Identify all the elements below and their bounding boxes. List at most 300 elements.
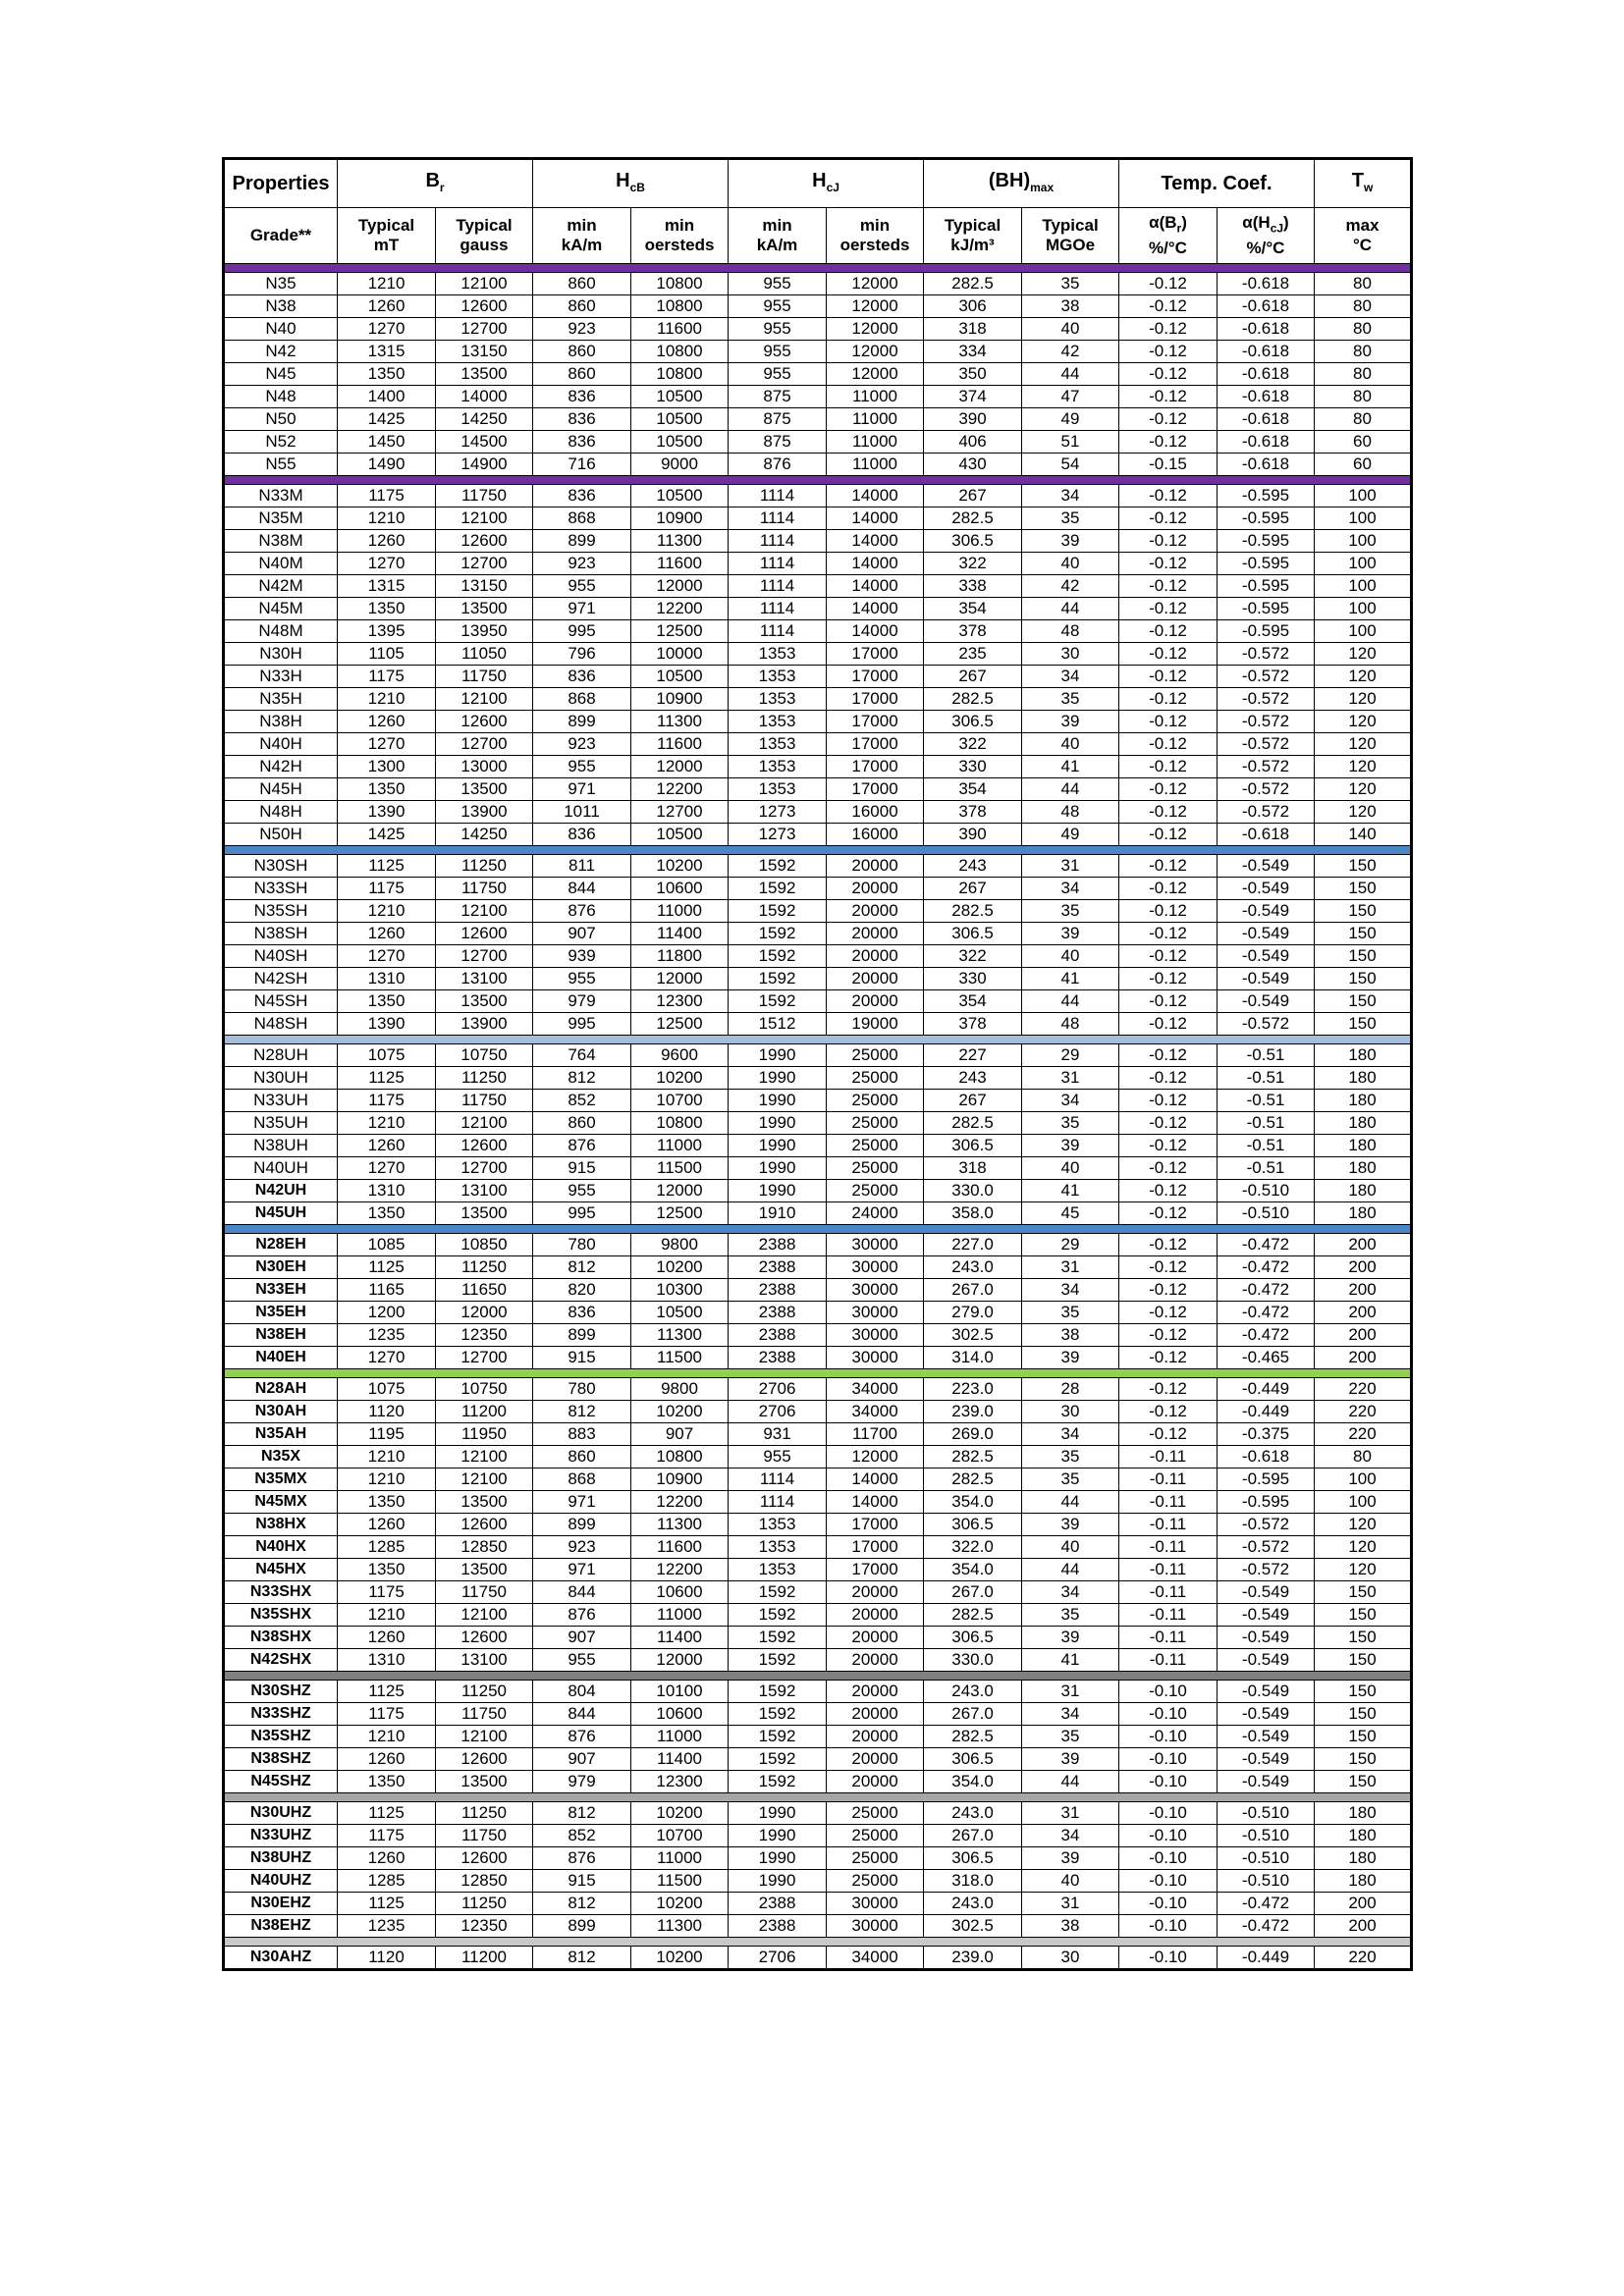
value-cell: 860 [533, 341, 631, 363]
value-cell: 1260 [338, 295, 436, 318]
grade-cell: N48SH [224, 1013, 338, 1036]
value-cell: 34 [1022, 878, 1119, 900]
value-cell: 899 [533, 711, 631, 733]
grade-row [224, 273, 1412, 295]
value-cell: -0.618 [1218, 273, 1315, 295]
value-cell: 16000 [827, 801, 924, 824]
value-cell: 51 [1022, 431, 1119, 454]
grade-row [224, 1234, 1412, 1256]
value-cell: -0.549 [1218, 1581, 1315, 1604]
value-cell: 10500 [631, 666, 729, 688]
value-cell: 11400 [631, 1627, 729, 1649]
value-cell: 34 [1022, 666, 1119, 688]
value-cell: 25000 [827, 1825, 924, 1847]
value-cell: 31 [1022, 1256, 1119, 1279]
value-cell: 34000 [827, 1401, 924, 1423]
value-cell: 10800 [631, 1112, 729, 1135]
value-cell: -0.11 [1119, 1627, 1218, 1649]
value-cell: 12200 [631, 1491, 729, 1514]
value-cell: 13150 [436, 341, 533, 363]
value-cell: -0.618 [1218, 408, 1315, 431]
value-cell: 200 [1315, 1256, 1412, 1279]
value-cell: 876 [533, 1726, 631, 1748]
value-cell: 20000 [827, 1649, 924, 1672]
value-cell: 406 [924, 431, 1022, 454]
value-cell: 40 [1022, 553, 1119, 575]
group-header-temp-coef: Temp. Coef. [1119, 159, 1315, 208]
value-cell: 1260 [338, 1748, 436, 1771]
value-cell: 812 [533, 1256, 631, 1279]
grade-row [224, 507, 1412, 530]
magnet-grade-table [222, 157, 1413, 1971]
grade-row [224, 1581, 1412, 1604]
value-cell: 11750 [436, 1703, 533, 1726]
value-cell: 282.5 [924, 1604, 1022, 1627]
value-cell: 796 [533, 643, 631, 666]
value-cell: 40 [1022, 318, 1119, 341]
value-cell: 11300 [631, 1915, 729, 1938]
value-cell: 12600 [436, 1627, 533, 1649]
value-cell: 30000 [827, 1324, 924, 1347]
value-cell: -0.595 [1218, 1468, 1315, 1491]
grade-cell: N30UHZ [224, 1802, 338, 1825]
value-cell: 227 [924, 1044, 1022, 1067]
grade-cell: N28EH [224, 1234, 338, 1256]
value-cell: -0.12 [1119, 1180, 1218, 1202]
value-cell: 24000 [827, 1202, 924, 1225]
grade-row [224, 1112, 1412, 1135]
grade-cell: N45SH [224, 990, 338, 1013]
value-cell: -0.549 [1218, 945, 1315, 968]
value-cell: 1285 [338, 1870, 436, 1893]
value-cell: 10900 [631, 507, 729, 530]
grade-cell: N42UH [224, 1180, 338, 1202]
value-cell: 12600 [436, 711, 533, 733]
grade-row [224, 1825, 1412, 1847]
value-cell: 1353 [729, 1559, 827, 1581]
value-cell: 10600 [631, 878, 729, 900]
value-cell: 39 [1022, 1514, 1119, 1536]
value-cell: -0.10 [1119, 1870, 1218, 1893]
value-cell: 12100 [436, 688, 533, 711]
value-cell: 876 [533, 1847, 631, 1870]
value-cell: 14000 [827, 530, 924, 553]
value-cell: 10100 [631, 1681, 729, 1703]
value-cell: 1315 [338, 575, 436, 598]
value-cell: -0.12 [1119, 408, 1218, 431]
grade-row [224, 824, 1412, 846]
value-cell: 2706 [729, 1401, 827, 1423]
value-cell: 955 [533, 575, 631, 598]
value-cell: -0.12 [1119, 431, 1218, 454]
value-cell: 812 [533, 1067, 631, 1090]
value-cell: 780 [533, 1378, 631, 1401]
grade-row [224, 1847, 1412, 1870]
value-cell: 330.0 [924, 1649, 1022, 1672]
value-cell: 9000 [631, 454, 729, 476]
group-separator-bar [224, 264, 1412, 273]
value-cell: 2388 [729, 1234, 827, 1256]
grade-cell: N35MX [224, 1468, 338, 1491]
value-cell: 354 [924, 778, 1022, 801]
value-cell: 34 [1022, 1703, 1119, 1726]
grade-row [224, 1013, 1412, 1036]
value-cell: -0.12 [1119, 1324, 1218, 1347]
value-cell: 10000 [631, 643, 729, 666]
value-cell: 20000 [827, 1627, 924, 1649]
value-cell: 11200 [436, 1401, 533, 1423]
value-cell: 939 [533, 945, 631, 968]
grade-row [224, 900, 1412, 923]
value-cell: 1210 [338, 1604, 436, 1627]
value-cell: 836 [533, 431, 631, 454]
value-cell: 120 [1315, 733, 1412, 756]
grade-row [224, 733, 1412, 756]
value-cell: -0.51 [1218, 1135, 1315, 1157]
value-cell: 1125 [338, 1681, 436, 1703]
value-cell: 10800 [631, 273, 729, 295]
grade-row [224, 1649, 1412, 1672]
value-cell: 12700 [436, 1347, 533, 1369]
value-cell: 180 [1315, 1090, 1412, 1112]
value-cell: -0.618 [1218, 341, 1315, 363]
value-cell: 876 [533, 900, 631, 923]
value-cell: 10500 [631, 1302, 729, 1324]
value-cell: 28 [1022, 1378, 1119, 1401]
value-cell: 1300 [338, 756, 436, 778]
value-cell: 243.0 [924, 1681, 1022, 1703]
value-cell: 9800 [631, 1378, 729, 1401]
value-cell: 12700 [631, 801, 729, 824]
value-cell: 1592 [729, 1681, 827, 1703]
value-cell: 844 [533, 1581, 631, 1604]
value-cell: 1285 [338, 1536, 436, 1559]
value-cell: 150 [1315, 1748, 1412, 1771]
value-cell: 200 [1315, 1279, 1412, 1302]
value-cell: -0.472 [1218, 1256, 1315, 1279]
value-cell: -0.549 [1218, 1748, 1315, 1771]
value-cell: 860 [533, 1446, 631, 1468]
value-cell: 10200 [631, 1802, 729, 1825]
value-cell: 1114 [729, 598, 827, 620]
value-cell: 955 [729, 318, 827, 341]
value-cell: 1353 [729, 756, 827, 778]
grade-cell: N35SHZ [224, 1726, 338, 1748]
value-cell: 306.5 [924, 1627, 1022, 1649]
value-cell: 29 [1022, 1044, 1119, 1067]
value-cell: 10500 [631, 824, 729, 846]
value-cell: -0.549 [1218, 1604, 1315, 1627]
value-cell: 80 [1315, 363, 1412, 386]
value-cell: 10600 [631, 1581, 729, 1604]
value-cell: 150 [1315, 968, 1412, 990]
value-cell: 13000 [436, 756, 533, 778]
value-cell: 13500 [436, 1202, 533, 1225]
value-cell: 955 [533, 756, 631, 778]
value-cell: 100 [1315, 1468, 1412, 1491]
value-cell: -0.472 [1218, 1234, 1315, 1256]
value-cell: 29 [1022, 1234, 1119, 1256]
value-cell: 14000 [827, 620, 924, 643]
group-separator [224, 1036, 1412, 1044]
grade-row [224, 801, 1412, 824]
grade-row [224, 666, 1412, 688]
value-cell: 1315 [338, 341, 436, 363]
value-cell: -0.11 [1119, 1514, 1218, 1536]
value-cell: 44 [1022, 1771, 1119, 1793]
value-cell: 1350 [338, 1202, 436, 1225]
value-cell: 1353 [729, 1514, 827, 1536]
value-cell: 1592 [729, 1703, 827, 1726]
value-cell: 1390 [338, 1013, 436, 1036]
value-cell: 1592 [729, 1604, 827, 1627]
grade-cell: N35X [224, 1446, 338, 1468]
value-cell: 1125 [338, 1893, 436, 1915]
value-cell: 12600 [436, 1135, 533, 1157]
value-cell: 322 [924, 553, 1022, 575]
value-cell: 120 [1315, 756, 1412, 778]
value-cell: 1260 [338, 711, 436, 733]
grade-cell: N42M [224, 575, 338, 598]
value-cell: 31 [1022, 855, 1119, 878]
value-cell: -0.618 [1218, 386, 1315, 408]
value-cell: 150 [1315, 855, 1412, 878]
value-cell: 354 [924, 598, 1022, 620]
value-cell: 13500 [436, 990, 533, 1013]
grade-cell: N40EH [224, 1347, 338, 1369]
value-cell: 40 [1022, 1870, 1119, 1893]
value-cell: 322 [924, 733, 1022, 756]
value-cell: 1114 [729, 575, 827, 598]
unit-header-hcb-oersteds: min oersteds [631, 208, 729, 264]
value-cell: 10200 [631, 1401, 729, 1423]
value-cell: 1592 [729, 878, 827, 900]
value-cell: 243.0 [924, 1802, 1022, 1825]
grade-cell: N35 [224, 273, 338, 295]
value-cell: 1353 [729, 711, 827, 733]
value-cell: 844 [533, 878, 631, 900]
value-cell: 100 [1315, 620, 1412, 643]
value-cell: 20000 [827, 855, 924, 878]
value-cell: 899 [533, 1324, 631, 1347]
value-cell: 12500 [631, 1202, 729, 1225]
value-cell: 11050 [436, 643, 533, 666]
group-separator [224, 1938, 1412, 1947]
value-cell: -0.12 [1119, 801, 1218, 824]
value-cell: 1592 [729, 900, 827, 923]
value-cell: 25000 [827, 1157, 924, 1180]
grade-cell: N30AHZ [224, 1947, 338, 1970]
value-cell: 12700 [436, 733, 533, 756]
value-cell: 338 [924, 575, 1022, 598]
grade-cell: N33EH [224, 1279, 338, 1302]
value-cell: 1235 [338, 1915, 436, 1938]
value-cell: -0.549 [1218, 990, 1315, 1013]
grade-cell: N35H [224, 688, 338, 711]
grade-cell: N40UH [224, 1157, 338, 1180]
value-cell: 10200 [631, 1947, 729, 1970]
value-cell: 1175 [338, 1703, 436, 1726]
value-cell: 354.0 [924, 1491, 1022, 1514]
group-separator [224, 476, 1412, 485]
value-cell: 1210 [338, 1468, 436, 1491]
value-cell: 1105 [338, 643, 436, 666]
value-cell: -0.549 [1218, 1649, 1315, 1672]
value-cell: 979 [533, 990, 631, 1013]
value-cell: 120 [1315, 1514, 1412, 1536]
group-separator [224, 846, 1412, 855]
value-cell: 907 [533, 1748, 631, 1771]
value-cell: 12700 [436, 318, 533, 341]
value-cell: 180 [1315, 1157, 1412, 1180]
value-cell: 11600 [631, 553, 729, 575]
value-cell: 180 [1315, 1202, 1412, 1225]
value-cell: -0.595 [1218, 575, 1315, 598]
value-cell: 860 [533, 1112, 631, 1135]
value-cell: 9600 [631, 1044, 729, 1067]
grade-cell: N30EHZ [224, 1893, 338, 1915]
value-cell: 30000 [827, 1347, 924, 1369]
value-cell: 17000 [827, 711, 924, 733]
value-cell: -0.12 [1119, 530, 1218, 553]
grade-cell: N35AH [224, 1423, 338, 1446]
value-cell: 34000 [827, 1947, 924, 1970]
value-cell: 923 [533, 733, 631, 756]
value-cell: 220 [1315, 1378, 1412, 1401]
value-cell: 25000 [827, 1802, 924, 1825]
value-cell: 374 [924, 386, 1022, 408]
value-cell: 14000 [436, 386, 533, 408]
value-cell: -0.12 [1119, 666, 1218, 688]
value-cell: 180 [1315, 1825, 1412, 1847]
value-cell: 971 [533, 1491, 631, 1514]
value-cell: 267 [924, 878, 1022, 900]
value-cell: 13150 [436, 575, 533, 598]
value-cell: 923 [533, 553, 631, 575]
value-cell: -0.51 [1218, 1112, 1315, 1135]
value-cell: 200 [1315, 1893, 1412, 1915]
value-cell: 1175 [338, 1581, 436, 1604]
value-cell: -0.449 [1218, 1378, 1315, 1401]
value-cell: 378 [924, 620, 1022, 643]
value-cell: 100 [1315, 530, 1412, 553]
value-cell: 13500 [436, 1559, 533, 1581]
grade-cell: N42SHX [224, 1649, 338, 1672]
grade-cell: N30SHZ [224, 1681, 338, 1703]
group-separator [224, 1793, 1412, 1802]
grade-cell: N45M [224, 598, 338, 620]
value-cell: 1125 [338, 1802, 436, 1825]
value-cell: 180 [1315, 1112, 1412, 1135]
value-cell: -0.12 [1119, 990, 1218, 1013]
value-cell: 1350 [338, 1771, 436, 1793]
grade-row [224, 1681, 1412, 1703]
value-cell: 14000 [827, 1468, 924, 1491]
value-cell: -0.12 [1119, 1378, 1218, 1401]
grade-cell: N35EH [224, 1302, 338, 1324]
value-cell: -0.12 [1119, 507, 1218, 530]
value-cell: 11000 [827, 454, 924, 476]
value-cell: 812 [533, 1802, 631, 1825]
value-cell: 41 [1022, 968, 1119, 990]
value-cell: 1175 [338, 666, 436, 688]
value-cell: -0.10 [1119, 1893, 1218, 1915]
value-cell: 971 [533, 778, 631, 801]
group-separator-bar [224, 476, 1412, 485]
value-cell: 11000 [827, 408, 924, 431]
value-cell: 931 [729, 1423, 827, 1446]
value-cell: 38 [1022, 295, 1119, 318]
value-cell: 314.0 [924, 1347, 1022, 1369]
value-cell: 811 [533, 855, 631, 878]
value-cell: 306.5 [924, 1847, 1022, 1870]
value-cell: 836 [533, 386, 631, 408]
grade-row [224, 1726, 1412, 1748]
value-cell: 350 [924, 363, 1022, 386]
value-cell: -0.510 [1218, 1180, 1315, 1202]
value-cell: 150 [1315, 990, 1412, 1013]
value-cell: 35 [1022, 507, 1119, 530]
grade-cell: N28AH [224, 1378, 338, 1401]
value-cell: 899 [533, 1514, 631, 1536]
grade-row [224, 1893, 1412, 1915]
value-cell: 12700 [436, 1157, 533, 1180]
grade-row [224, 1256, 1412, 1279]
value-cell: 812 [533, 1947, 631, 1970]
value-cell: 11600 [631, 1536, 729, 1559]
value-cell: 923 [533, 1536, 631, 1559]
value-cell: 1260 [338, 1847, 436, 1870]
value-cell: 11600 [631, 733, 729, 756]
grade-row [224, 1748, 1412, 1771]
grade-row [224, 363, 1412, 386]
value-cell: 330 [924, 968, 1022, 990]
value-cell: 267.0 [924, 1703, 1022, 1726]
value-cell: 20000 [827, 990, 924, 1013]
value-cell: -0.51 [1218, 1090, 1315, 1112]
value-cell: 35 [1022, 1468, 1119, 1491]
value-cell: 12200 [631, 1559, 729, 1581]
value-cell: -0.549 [1218, 1726, 1315, 1748]
value-cell: 150 [1315, 900, 1412, 923]
value-cell: 150 [1315, 1726, 1412, 1748]
value-cell: 1990 [729, 1090, 827, 1112]
value-cell: 25000 [827, 1090, 924, 1112]
value-cell: 100 [1315, 575, 1412, 598]
value-cell: -0.595 [1218, 553, 1315, 575]
value-cell: -0.12 [1119, 778, 1218, 801]
value-cell: 282.5 [924, 1468, 1022, 1491]
value-cell: 20000 [827, 1581, 924, 1604]
value-cell: 11300 [631, 1514, 729, 1536]
value-cell: 150 [1315, 923, 1412, 945]
value-cell: 17000 [827, 666, 924, 688]
grade-cell: N33H [224, 666, 338, 688]
value-cell: 306.5 [924, 1135, 1022, 1157]
value-cell: 35 [1022, 900, 1119, 923]
value-cell: -0.12 [1119, 575, 1218, 598]
group-separator-bar [224, 1036, 1412, 1044]
value-cell: 39 [1022, 1135, 1119, 1157]
value-cell: 80 [1315, 386, 1412, 408]
value-cell: 12600 [436, 1514, 533, 1536]
value-cell: 31 [1022, 1067, 1119, 1090]
grade-cell: N38SH [224, 923, 338, 945]
value-cell: 30000 [827, 1256, 924, 1279]
grade-row [224, 1135, 1412, 1157]
value-cell: -0.572 [1218, 1559, 1315, 1581]
grade-cell: N42H [224, 756, 338, 778]
